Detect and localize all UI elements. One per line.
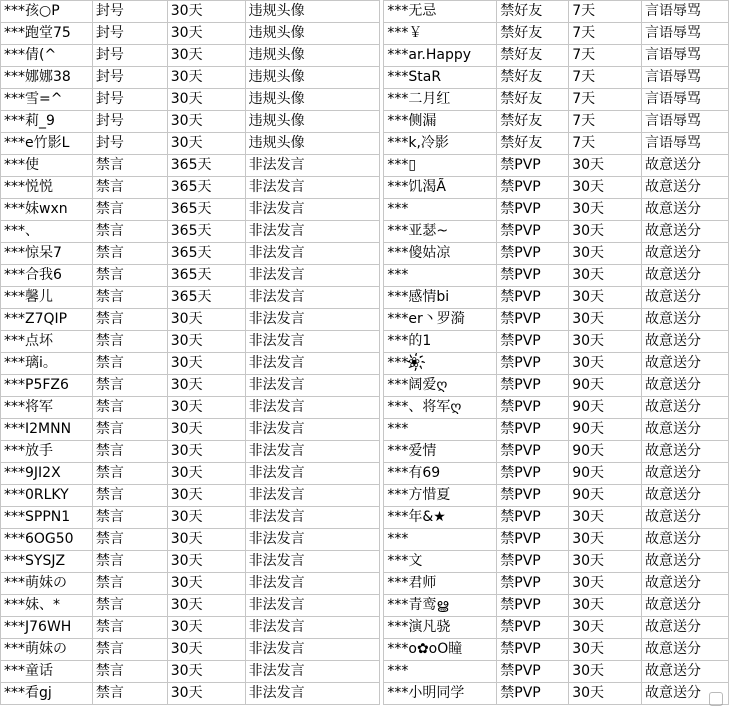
table-body	[1, 1, 729, 705]
left-penalty-type-cell[interactable]: 禁言	[92, 155, 167, 177]
right-reason-cell[interactable]: 言语辱骂	[642, 111, 729, 133]
right-duration-cell[interactable]: 30天	[569, 221, 642, 243]
left-penalty-type-cell[interactable]: 禁言	[92, 441, 167, 463]
right-penalty-type-cell[interactable]: 禁PVP	[497, 485, 569, 507]
left-duration-cell[interactable]: 30天	[167, 573, 245, 595]
left-player-name-cell[interactable]: ***娜娜38	[1, 67, 93, 89]
right-penalty-type-cell[interactable]: 禁PVP	[497, 683, 569, 705]
table-row	[1, 551, 729, 573]
table-row	[1, 331, 729, 353]
right-penalty-type-cell[interactable]: 禁PVP	[497, 243, 569, 265]
table-row	[1, 595, 729, 617]
left-reason-cell[interactable]: 违规头像	[245, 1, 380, 23]
table-row	[1, 375, 729, 397]
left-player-name-cell[interactable]: ***合我6	[1, 265, 93, 287]
right-reason-cell[interactable]: 故意送分	[642, 507, 729, 529]
left-player-name-cell[interactable]: ***6OG50	[1, 529, 93, 551]
right-reason-cell[interactable]: 故意送分	[642, 265, 729, 287]
left-duration-cell[interactable]: 30天	[167, 353, 245, 375]
table-row	[1, 463, 729, 485]
left-reason-cell[interactable]: 非法发言	[245, 397, 380, 419]
right-duration-cell[interactable]: 7天	[569, 45, 642, 67]
right-duration-cell[interactable]: 7天	[569, 67, 642, 89]
right-duration-cell[interactable]: 30天	[569, 529, 642, 551]
left-penalty-type-cell[interactable]: 禁言	[92, 573, 167, 595]
left-reason-cell[interactable]: 非法发言	[245, 287, 380, 309]
left-duration-cell[interactable]: 30天	[167, 639, 245, 661]
left-penalty-type-cell[interactable]: 禁言	[92, 639, 167, 661]
table-row	[1, 265, 729, 287]
left-duration-cell[interactable]: 30天	[167, 23, 245, 45]
right-duration-cell[interactable]: 30天	[569, 573, 642, 595]
left-duration-cell[interactable]: 30天	[167, 617, 245, 639]
left-reason-cell[interactable]: 违规头像	[245, 89, 380, 111]
right-reason-cell[interactable]: 故意送分	[642, 199, 729, 221]
right-reason-cell[interactable]: 故意送分	[642, 463, 729, 485]
right-duration-cell[interactable]: 30天	[569, 199, 642, 221]
right-duration-cell[interactable]: 30天	[569, 177, 642, 199]
left-penalty-type-cell[interactable]: 封号	[92, 1, 167, 23]
left-penalty-type-cell[interactable]: 禁言	[92, 287, 167, 309]
table-row	[1, 309, 729, 331]
right-player-name-cell[interactable]: ***感情bi	[384, 287, 497, 309]
right-penalty-type-cell[interactable]: 禁PVP	[497, 287, 569, 309]
left-penalty-type-cell[interactable]: 禁言	[92, 683, 167, 705]
right-penalty-type-cell[interactable]: 禁PVP	[497, 595, 569, 617]
left-player-name-cell[interactable]: ***萌妹の	[1, 573, 93, 595]
right-reason-cell[interactable]: 故意送分	[642, 551, 729, 573]
right-penalty-type-cell[interactable]: 禁PVP	[497, 155, 569, 177]
left-player-name-cell[interactable]: ***倩(^	[1, 45, 93, 67]
right-penalty-type-cell[interactable]: 禁好友	[497, 1, 569, 23]
left-penalty-type-cell[interactable]: 禁言	[92, 507, 167, 529]
left-reason-cell[interactable]: 违规头像	[245, 133, 380, 155]
left-player-name-cell[interactable]: ***孩○P	[1, 1, 93, 23]
right-player-name-cell[interactable]: ***er丶罗漪	[384, 309, 497, 331]
left-player-name-cell[interactable]: ***将军	[1, 397, 93, 419]
right-player-name-cell[interactable]: ***o✿oO瞳	[384, 639, 497, 661]
right-player-name-cell[interactable]: ***的1	[384, 331, 497, 353]
right-penalty-type-cell[interactable]: 禁PVP	[497, 199, 569, 221]
right-reason-cell[interactable]: 故意送分	[642, 617, 729, 639]
right-player-name-cell[interactable]: ***有69	[384, 463, 497, 485]
right-reason-cell[interactable]: 故意送分	[642, 397, 729, 419]
left-reason-cell[interactable]: 非法发言	[245, 243, 380, 265]
right-penalty-type-cell[interactable]: 禁PVP	[497, 551, 569, 573]
left-reason-cell[interactable]: 非法发言	[245, 375, 380, 397]
right-duration-cell[interactable]: 30天	[569, 155, 642, 177]
right-reason-cell[interactable]: 故意送分	[642, 331, 729, 353]
left-player-name-cell[interactable]: ***I2MNN	[1, 419, 93, 441]
left-player-name-cell[interactable]: ***e竹影L	[1, 133, 93, 155]
table-row	[1, 441, 729, 463]
right-duration-cell[interactable]: 30天	[569, 243, 642, 265]
left-reason-cell[interactable]: 非法发言	[245, 573, 380, 595]
left-penalty-type-cell[interactable]: 封号	[92, 89, 167, 111]
left-duration-cell[interactable]: 30天	[167, 683, 245, 705]
right-reason-cell[interactable]: 故意送分	[642, 287, 729, 309]
right-duration-cell[interactable]: 7天	[569, 111, 642, 133]
right-reason-cell[interactable]: 故意送分	[642, 639, 729, 661]
table-row	[1, 199, 729, 221]
right-penalty-type-cell[interactable]: 禁PVP	[497, 221, 569, 243]
left-player-name-cell[interactable]: ***看gj	[1, 683, 93, 705]
left-penalty-type-cell[interactable]: 禁言	[92, 177, 167, 199]
left-duration-cell[interactable]: 30天	[167, 309, 245, 331]
right-player-name-cell[interactable]: ***ar.Happy	[384, 45, 497, 67]
table-row	[1, 133, 729, 155]
right-player-name-cell[interactable]: ***亚瑟~	[384, 221, 497, 243]
right-duration-cell[interactable]: 30天	[569, 507, 642, 529]
right-player-name-cell[interactable]: ***无忌	[384, 1, 497, 23]
left-duration-cell[interactable]: 30天	[167, 375, 245, 397]
right-reason-cell[interactable]: 故意送分	[642, 375, 729, 397]
left-reason-cell[interactable]: 非法发言	[245, 617, 380, 639]
left-penalty-type-cell[interactable]: 禁言	[92, 661, 167, 683]
table-row	[1, 573, 729, 595]
right-penalty-type-cell[interactable]: 禁好友	[497, 89, 569, 111]
left-duration-cell[interactable]: 30天	[167, 133, 245, 155]
right-reason-cell[interactable]: 故意送分	[642, 309, 729, 331]
left-penalty-type-cell[interactable]: 禁言	[92, 331, 167, 353]
right-player-name-cell[interactable]: ***	[384, 419, 497, 441]
right-duration-cell[interactable]: 30天	[569, 331, 642, 353]
left-reason-cell[interactable]: 非法发言	[245, 353, 380, 375]
left-penalty-type-cell[interactable]: 封号	[92, 45, 167, 67]
left-reason-cell[interactable]: 非法发言	[245, 463, 380, 485]
left-reason-cell[interactable]: 非法发言	[245, 309, 380, 331]
table-row	[1, 397, 729, 419]
table-row	[1, 287, 729, 309]
left-penalty-type-cell[interactable]: 禁言	[92, 595, 167, 617]
left-duration-cell[interactable]: 365天	[167, 155, 245, 177]
right-penalty-type-cell[interactable]: 禁PVP	[497, 419, 569, 441]
right-reason-cell[interactable]: 故意送分	[642, 485, 729, 507]
table-row	[1, 617, 729, 639]
table-row	[1, 177, 729, 199]
left-duration-cell[interactable]: 365天	[167, 221, 245, 243]
table-row	[1, 67, 729, 89]
right-penalty-type-cell[interactable]: 禁好友	[497, 23, 569, 45]
left-player-name-cell[interactable]: ***悦悦	[1, 177, 93, 199]
left-penalty-type-cell[interactable]: 封号	[92, 111, 167, 133]
right-reason-cell[interactable]: 故意送分	[642, 221, 729, 243]
left-player-name-cell[interactable]: ***Z7QIP	[1, 309, 93, 331]
left-penalty-type-cell[interactable]: 禁言	[92, 199, 167, 221]
right-reason-cell[interactable]: 言语辱骂	[642, 67, 729, 89]
right-duration-cell[interactable]: 90天	[569, 441, 642, 463]
right-player-name-cell[interactable]: ***饥渴Ã	[384, 177, 497, 199]
right-duration-cell[interactable]: 30天	[569, 661, 642, 683]
right-reason-cell[interactable]: 故意送分	[642, 661, 729, 683]
left-reason-cell[interactable]: 非法发言	[245, 155, 380, 177]
left-player-name-cell[interactable]: ***莉_9	[1, 111, 93, 133]
right-duration-cell[interactable]: 90天	[569, 463, 642, 485]
right-duration-cell[interactable]: 30天	[569, 595, 642, 617]
right-penalty-type-cell[interactable]: 禁好友	[497, 111, 569, 133]
left-player-name-cell[interactable]: ***馨儿	[1, 287, 93, 309]
right-player-name-cell[interactable]: ***二月红	[384, 89, 497, 111]
table-row	[1, 507, 729, 529]
right-reason-cell[interactable]: 言语辱骂	[642, 133, 729, 155]
left-penalty-type-cell[interactable]: 禁言	[92, 309, 167, 331]
right-duration-cell[interactable]: 90天	[569, 375, 642, 397]
right-penalty-type-cell[interactable]: 禁PVP	[497, 353, 569, 375]
right-player-name-cell[interactable]: ***	[384, 529, 497, 551]
right-penalty-type-cell[interactable]: 禁PVP	[497, 661, 569, 683]
table-row	[1, 485, 729, 507]
right-player-name-cell[interactable]: ***▯	[384, 155, 497, 177]
table-row	[1, 45, 729, 67]
right-player-name-cell[interactable]: ***❀҉	[384, 353, 497, 375]
left-reason-cell[interactable]: 违规头像	[245, 23, 380, 45]
right-player-name-cell[interactable]: ***傻姑凉	[384, 243, 497, 265]
left-penalty-type-cell[interactable]: 禁言	[92, 353, 167, 375]
right-reason-cell[interactable]: 故意送分	[642, 441, 729, 463]
right-reason-cell[interactable]: 言语辱骂	[642, 1, 729, 23]
table-row	[1, 155, 729, 177]
left-duration-cell[interactable]: 30天	[167, 397, 245, 419]
right-duration-cell[interactable]: 30天	[569, 683, 642, 705]
right-reason-cell[interactable]: 故意送分	[642, 155, 729, 177]
left-reason-cell[interactable]: 非法发言	[245, 529, 380, 551]
left-reason-cell[interactable]: 非法发言	[245, 485, 380, 507]
right-reason-cell[interactable]: 故意送分	[642, 529, 729, 551]
right-player-name-cell[interactable]: ***方惜夏	[384, 485, 497, 507]
watermark-icon	[709, 692, 723, 706]
right-penalty-type-cell[interactable]: 禁好友	[497, 133, 569, 155]
right-duration-cell[interactable]: 30天	[569, 551, 642, 573]
left-player-name-cell[interactable]: ***惊呆7	[1, 243, 93, 265]
left-reason-cell[interactable]: 非法发言	[245, 419, 380, 441]
right-penalty-type-cell[interactable]: 禁PVP	[497, 507, 569, 529]
right-reason-cell[interactable]: 言语辱骂	[642, 89, 729, 111]
right-duration-cell[interactable]: 7天	[569, 133, 642, 155]
right-reason-cell[interactable]: 故意送分	[642, 243, 729, 265]
right-player-name-cell[interactable]: ***阔爱ღ	[384, 375, 497, 397]
left-reason-cell[interactable]: 非法发言	[245, 177, 380, 199]
left-duration-cell[interactable]: 365天	[167, 243, 245, 265]
right-duration-cell[interactable]: 7天	[569, 1, 642, 23]
right-player-name-cell[interactable]: ***、将军ღ	[384, 397, 497, 419]
left-duration-cell[interactable]: 30天	[167, 551, 245, 573]
right-player-name-cell[interactable]: ***	[384, 265, 497, 287]
left-duration-cell[interactable]: 30天	[167, 419, 245, 441]
right-player-name-cell[interactable]: ***	[384, 661, 497, 683]
left-reason-cell[interactable]: 非法发言	[245, 507, 380, 529]
left-penalty-type-cell[interactable]: 禁言	[92, 463, 167, 485]
left-player-name-cell[interactable]: ***雪=^	[1, 89, 93, 111]
right-player-name-cell[interactable]: ***￥	[384, 23, 497, 45]
watermark	[709, 692, 723, 706]
right-duration-cell[interactable]: 30天	[569, 287, 642, 309]
right-penalty-type-cell[interactable]: 禁PVP	[497, 309, 569, 331]
right-duration-cell[interactable]: 90天	[569, 485, 642, 507]
table-row	[1, 1, 729, 23]
right-reason-cell[interactable]: 故意送分	[642, 419, 729, 441]
right-reason-cell[interactable]: 故意送分	[642, 573, 729, 595]
left-reason-cell[interactable]: 非法发言	[245, 199, 380, 221]
right-penalty-type-cell[interactable]: 禁PVP	[497, 617, 569, 639]
table-row	[1, 419, 729, 441]
right-player-name-cell[interactable]: ***年&★	[384, 507, 497, 529]
right-duration-cell[interactable]: 30天	[569, 353, 642, 375]
left-player-name-cell[interactable]: ***点坏	[1, 331, 93, 353]
right-duration-cell[interactable]: 7天	[569, 89, 642, 111]
left-player-name-cell[interactable]: ***放手	[1, 441, 93, 463]
left-player-name-cell[interactable]: ***SPPN1	[1, 507, 93, 529]
left-duration-cell[interactable]: 30天	[167, 661, 245, 683]
left-duration-cell[interactable]: 30天	[167, 463, 245, 485]
table-row	[1, 221, 729, 243]
left-penalty-type-cell[interactable]: 禁言	[92, 419, 167, 441]
right-penalty-type-cell[interactable]: 禁PVP	[497, 331, 569, 353]
right-player-name-cell[interactable]: ***	[384, 199, 497, 221]
right-penalty-type-cell[interactable]: 禁PVP	[497, 529, 569, 551]
right-player-name-cell[interactable]: ***文	[384, 551, 497, 573]
right-player-name-cell[interactable]: ***青鸾ൠ	[384, 595, 497, 617]
left-penalty-type-cell[interactable]: 禁言	[92, 551, 167, 573]
right-reason-cell[interactable]: 言语辱骂	[642, 45, 729, 67]
right-penalty-type-cell[interactable]: 禁PVP	[497, 573, 569, 595]
left-duration-cell[interactable]: 30天	[167, 595, 245, 617]
right-player-name-cell[interactable]: ***爱情	[384, 441, 497, 463]
left-duration-cell[interactable]: 365天	[167, 177, 245, 199]
left-reason-cell[interactable]: 非法发言	[245, 595, 380, 617]
right-penalty-type-cell[interactable]: 禁好友	[497, 45, 569, 67]
right-reason-cell[interactable]: 故意送分	[642, 353, 729, 375]
left-penalty-type-cell[interactable]: 禁言	[92, 243, 167, 265]
left-duration-cell[interactable]: 30天	[167, 441, 245, 463]
left-penalty-type-cell[interactable]: 禁言	[92, 529, 167, 551]
left-penalty-type-cell[interactable]: 禁言	[92, 485, 167, 507]
left-duration-cell[interactable]: 30天	[167, 507, 245, 529]
table-row	[1, 89, 729, 111]
right-duration-cell[interactable]: 30天	[569, 617, 642, 639]
right-penalty-type-cell[interactable]: 禁PVP	[497, 265, 569, 287]
left-reason-cell[interactable]: 违规头像	[245, 111, 380, 133]
right-player-name-cell[interactable]: ***StaR	[384, 67, 497, 89]
left-duration-cell[interactable]: 30天	[167, 45, 245, 67]
right-duration-cell[interactable]: 90天	[569, 397, 642, 419]
right-penalty-type-cell[interactable]: 禁PVP	[497, 177, 569, 199]
right-reason-cell[interactable]: 故意送分	[642, 683, 729, 705]
left-reason-cell[interactable]: 非法发言	[245, 683, 380, 705]
left-player-name-cell[interactable]: ***妹、*	[1, 595, 93, 617]
left-duration-cell[interactable]: 30天	[167, 529, 245, 551]
left-penalty-type-cell[interactable]: 封号	[92, 133, 167, 155]
left-reason-cell[interactable]: 非法发言	[245, 331, 380, 353]
right-penalty-type-cell[interactable]: 禁PVP	[497, 441, 569, 463]
left-duration-cell[interactable]: 365天	[167, 287, 245, 309]
left-player-name-cell[interactable]: ***J76WH	[1, 617, 93, 639]
right-duration-cell[interactable]: 30天	[569, 265, 642, 287]
left-reason-cell[interactable]: 非法发言	[245, 441, 380, 463]
left-penalty-type-cell[interactable]: 禁言	[92, 265, 167, 287]
left-duration-cell[interactable]: 365天	[167, 265, 245, 287]
right-penalty-type-cell[interactable]: 禁PVP	[497, 463, 569, 485]
table-row	[1, 661, 729, 683]
left-duration-cell[interactable]: 365天	[167, 199, 245, 221]
left-duration-cell[interactable]: 30天	[167, 111, 245, 133]
right-reason-cell[interactable]: 故意送分	[642, 595, 729, 617]
left-duration-cell[interactable]: 30天	[167, 1, 245, 23]
left-penalty-type-cell[interactable]: 禁言	[92, 617, 167, 639]
left-player-name-cell[interactable]: ***跑堂75	[1, 23, 93, 45]
right-player-name-cell[interactable]: ***君师	[384, 573, 497, 595]
right-player-name-cell[interactable]: ***演凡骁	[384, 617, 497, 639]
left-player-name-cell[interactable]: ***9JI2X	[1, 463, 93, 485]
left-player-name-cell[interactable]: ***使	[1, 155, 93, 177]
right-player-name-cell[interactable]: ***k,冷影	[384, 133, 497, 155]
table-row	[1, 23, 729, 45]
left-penalty-type-cell[interactable]: 禁言	[92, 375, 167, 397]
right-duration-cell[interactable]: 7天	[569, 23, 642, 45]
left-player-name-cell[interactable]: ***P5FZ6	[1, 375, 93, 397]
right-penalty-type-cell[interactable]: 禁好友	[497, 67, 569, 89]
left-penalty-type-cell[interactable]: 封号	[92, 67, 167, 89]
left-reason-cell[interactable]: 违规头像	[245, 67, 380, 89]
right-penalty-type-cell[interactable]: 禁PVP	[497, 375, 569, 397]
right-reason-cell[interactable]: 言语辱骂	[642, 23, 729, 45]
left-player-name-cell[interactable]: ***妹wxn	[1, 199, 93, 221]
table-row	[1, 529, 729, 551]
table-row	[1, 111, 729, 133]
left-duration-cell[interactable]: 30天	[167, 67, 245, 89]
left-reason-cell[interactable]: 非法发言	[245, 551, 380, 573]
left-player-name-cell[interactable]: ***SYSJZ	[1, 551, 93, 573]
left-player-name-cell[interactable]: ***0RLKY	[1, 485, 93, 507]
left-penalty-type-cell[interactable]: 封号	[92, 23, 167, 45]
left-reason-cell[interactable]: 非法发言	[245, 661, 380, 683]
left-player-name-cell[interactable]: ***、	[1, 221, 93, 243]
right-player-name-cell[interactable]: ***小明同学	[384, 683, 497, 705]
table-row	[1, 639, 729, 661]
left-player-name-cell[interactable]: ***童话	[1, 661, 93, 683]
table-row	[1, 683, 729, 705]
right-penalty-type-cell[interactable]: 禁PVP	[497, 397, 569, 419]
table-row	[1, 243, 729, 265]
right-player-name-cell[interactable]: ***侧漏	[384, 111, 497, 133]
left-penalty-type-cell[interactable]: 禁言	[92, 221, 167, 243]
left-reason-cell[interactable]: 非法发言	[245, 265, 380, 287]
right-duration-cell[interactable]: 30天	[569, 309, 642, 331]
left-reason-cell[interactable]: 非法发言	[245, 221, 380, 243]
left-duration-cell[interactable]: 30天	[167, 485, 245, 507]
right-duration-cell[interactable]: 30天	[569, 639, 642, 661]
right-reason-cell[interactable]: 故意送分	[642, 177, 729, 199]
left-duration-cell[interactable]: 30天	[167, 331, 245, 353]
left-reason-cell[interactable]: 违规头像	[245, 45, 380, 67]
right-penalty-type-cell[interactable]: 禁PVP	[497, 639, 569, 661]
left-duration-cell[interactable]: 30天	[167, 89, 245, 111]
left-player-name-cell[interactable]: ***璃i。	[1, 353, 93, 375]
right-duration-cell[interactable]: 90天	[569, 419, 642, 441]
left-penalty-type-cell[interactable]: 禁言	[92, 397, 167, 419]
left-player-name-cell[interactable]: ***萌妹の	[1, 639, 93, 661]
table-row	[1, 353, 729, 375]
left-reason-cell[interactable]: 非法发言	[245, 639, 380, 661]
